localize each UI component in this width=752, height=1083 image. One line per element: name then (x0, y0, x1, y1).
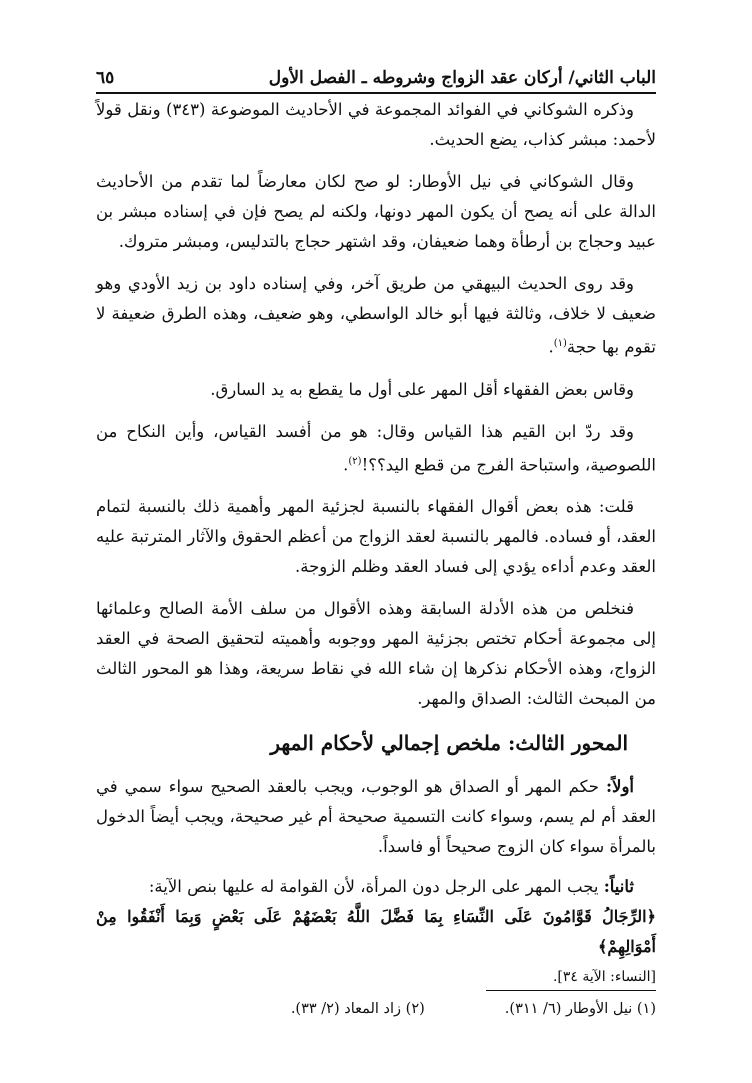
body-text (96, 95, 656, 1002)
point-lead: ثانياً: (603, 877, 634, 896)
footnote-2: (٢) زاد المعاد (٢/ ٣٣). (290, 1001, 425, 1017)
paragraph: وذكره الشوكاني في الفوائد المجموعة في الأحاديث الموضوعة (٣٤٣) ونقل قولاً لأحمد: مبشر كذاب، يضع الحديث. (96, 100, 656, 149)
quran-verse: ﴿الرِّجَالُ قَوَّامُونَ عَلَى النِّسَاءِ بِمَا فَضَّلَ اللَّهُ بَعْضَهُمْ عَلَى بَعْضٍ وَبِمَا أَنْفَقُوا مِنْ أَمْوَالِهِمْ﴾ (96, 907, 656, 956)
page-number: ٦٥ (96, 68, 115, 88)
running-header (96, 58, 656, 94)
point-lead: أولاً: (605, 777, 634, 796)
running-title: الباب الثاني/ أركان عقد الزواج وشروطه ـ الفصل الأول (268, 68, 656, 88)
paragraph: قلت: هذه بعض أقوال الفقهاء بالنسبة لجزئية المهر وأهمية ذلك بالنسبة لتمام العقد، أو فساده. فالمهر بالنسبة لعقد الزواج من أعظم الحقوق والآثار المترتبة عليه العقد وعدم أداءه يؤدي إلى فساد العقد وظلم الزوجة. (96, 497, 656, 576)
paragraph-text: وقد ردّ ابن القيم هذا القياس وقال: هو من أفسد القياس، وأين النكاح من اللصوصية، واستباحة الفرج من قطع اليد؟؟! (96, 421, 656, 474)
point-text: يجب المهر على الرجل دون المرأة، لأن القوامة له عليها بنص الآية: (148, 877, 604, 896)
footnote-divider (486, 990, 656, 991)
paragraph-text: وقد روى الحديث البيهقي من طريق آخر، وفي إسناده داود بن زيد الأودي وهو ضعيف لا خلاف، وثالثة فيها أبو خالد الواسطي، وهو ضعيف، وهذه الطرق ضعيفة لا تقوم بها حجة (96, 274, 656, 357)
point-two (96, 872, 656, 992)
footnote-ref: (٢) (348, 455, 362, 467)
footnote-ref: (١) (553, 338, 567, 349)
point-one (96, 772, 656, 862)
paragraph: وقاس بعض الفقهاء أقل المهر على أول ما يقطع به يد السارق. (210, 379, 634, 399)
verse-citation: [النساء: الآية ٣٤]. (552, 969, 656, 985)
footnotes (96, 990, 656, 1017)
paragraph: وقال الشوكاني في نيل الأوطار: لو صح لكان معارضاً لما تقدم من الأحاديث الدالة على أنه يصح أن يكون المهر دونها، ولكنه لم يصح فإن في إسناده مبشر بن عبيد وحجاج بن أرطأة وهما ضعيفان، وقد اشتهر حجاج بالتدليس، ومبشر متروك. (96, 172, 656, 251)
section-heading: المحور الثالث: ملخص إجمالي لأحكام المهر (270, 731, 628, 755)
paragraph: وقد روى الحديث البيهقي من طريق آخر، وفي إسناده داود بن زيد الأودي وهو ضعيف لا خلاف، وثالثة فيها أبو خالد الواسطي، وهو ضعيف، وهذه الطرق ضعيفة لا تقوم بها حجة$^{(١)}$. (96, 274, 656, 357)
footnote-line (96, 1001, 656, 1017)
point-text: حكم المهر أو الصداق هو الوجوب، ويجب بالعقد الصحيح سواء سمي في العقد أم لم يسم، وسواء كانت التسمية صحيحة أم غير صحيحة، ويجب أيضاً الدخول بالمرأة سواء كان الزوج صحيحاً أو فاسداً. (96, 777, 656, 856)
paragraph: وقد ردّ ابن القيم هذا القياس وقال: هو من أفسد القياس، وأين النكاح من اللصوصية، واستباحة الفرج من قطع اليد؟؟!$^{(٢)}$. (96, 421, 656, 474)
footnote-1: (١) نيل الأوطار (٦/ ٣١١). (504, 1001, 656, 1017)
paragraph: فنخلص من هذه الأدلة السابقة وهذه الأقوال من سلف الأمة الصالح وعلمائها إلى مجموعة أحكام تختص بجزئية المهر ووجوبه وأهميته لتحقيق الصحة في العقد الزواج، وهذه الأحكام نذكرها إن شاء الله في نقاط سريعة، وهذا هو المحور الثالث من المبحث الثالث: الصداق والمهر. (96, 599, 656, 708)
